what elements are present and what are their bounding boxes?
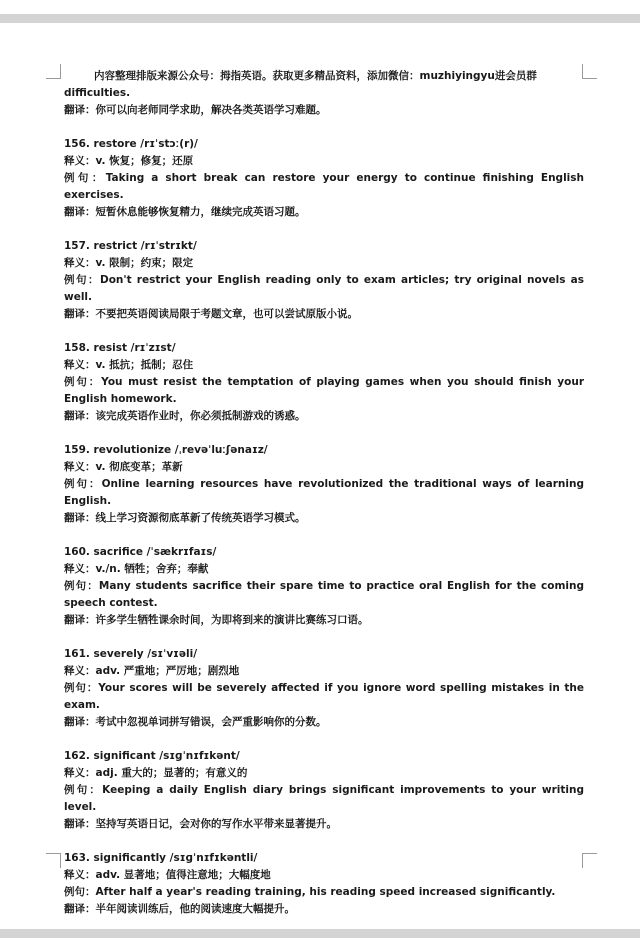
entry-heading: 159. revolutionize /ˌrevəˈluːʃənaɪz/ <box>64 444 268 456</box>
entry-example: 例句：Many students sacrifice their spare time to practice oral English for the coming speech contest. <box>64 580 584 609</box>
entry-translation: 翻译：该完成英语作业时，你必须抵制游戏的诱惑。 <box>64 410 306 422</box>
vocab-entry-162 <box>64 748 584 833</box>
entry-translation: 翻译：半年阅读训练后，他的阅读速度大幅提升。 <box>64 903 295 915</box>
crop-mark-bottom-right <box>582 853 597 868</box>
entry-heading: 163. significantly /sɪɡˈnɪfɪkəntli/ <box>64 852 258 864</box>
entry-heading: 158. resist /rɪˈzɪst/ <box>64 342 176 354</box>
entry-example: 例句：Taking a short break can restore your energy to continue finishing English exercises. <box>64 172 584 201</box>
entry-translation: 翻译：坚持写英语日记，会对你的写作水平带来显著提升。 <box>64 818 337 830</box>
entry-heading: 157. restrict /rɪˈstrɪkt/ <box>64 240 197 252</box>
entry-heading: 162. significant /sɪɡˈnɪfɪkənt/ <box>64 750 240 762</box>
bottom-scroll-band <box>0 929 640 938</box>
entry-meaning: 释义：v. 限制；约束；限定 <box>64 257 194 269</box>
vocab-entry-161 <box>64 646 584 731</box>
entry-meaning: 释义：adv. 显著地；值得注意地；大幅度地 <box>64 869 271 881</box>
crop-mark-bottom-left <box>46 853 61 868</box>
crop-mark-top-right <box>582 64 597 79</box>
entry-example: 例句：Online learning resources have revolutionized the traditional ways of learning English. <box>64 478 584 507</box>
intro-continuation: difficulties. <box>64 87 131 99</box>
entry-meaning: 释义：v. 抵抗；抵制；忍住 <box>64 359 194 371</box>
entry-translation: 翻译：考试中忽视单词拼写错误，会严重影响你的分数。 <box>64 716 327 728</box>
entry-heading: 160. sacrifice /ˈsækrɪfaɪs/ <box>64 546 217 558</box>
entry-translation: 翻译：许多学生牺牲课余时间，为即将到来的演讲比赛练习口语。 <box>64 614 369 626</box>
vocab-entry-156 <box>64 136 584 221</box>
entry-meaning: 释义：adj. 重大的；显著的；有意义的 <box>64 767 248 779</box>
entry-meaning: 释义：v. 彻底变革；革新 <box>64 461 183 473</box>
entry-heading: 161. severely /sɪˈvɪəli/ <box>64 648 198 660</box>
entry-meaning: 释义：v. 恢复；修复；还原 <box>64 155 194 167</box>
entry-meaning: 释义：v./n. 牺牲；舍弃；奉献 <box>64 563 209 575</box>
crop-mark-top-left <box>46 64 61 79</box>
entry-example: 例句：After half a year's reading training, his reading speed increased significantly. <box>64 886 556 898</box>
vocab-entry-160 <box>64 544 584 629</box>
entry-example: 例句：You must resist the temptation of playing games when you should finish your English homework. <box>64 376 584 405</box>
vocab-entry-159 <box>64 442 584 527</box>
entry-example: 例句：Your scores will be severely affected if you ignore word spelling mistakes in the exam. <box>64 682 584 711</box>
vocab-entry-158 <box>64 340 584 425</box>
entry-example: 例句：Don't restrict your English reading only to exam articles; try original novels as well. <box>64 274 584 303</box>
entry-example: 例句：Keeping a daily English diary brings significant improvements to your writing level. <box>64 784 584 813</box>
entry-heading: 156. restore /rɪˈstɔː(r)/ <box>64 138 198 150</box>
entry-meaning: 释义：adv. 严重地；严厉地；剧烈地 <box>64 665 240 677</box>
document-body <box>64 68 584 918</box>
entry-translation: 翻译：线上学习资源彻底革新了传统英语学习模式。 <box>64 512 306 524</box>
vocab-entry-163 <box>64 850 584 918</box>
vocab-entry-157 <box>64 238 584 323</box>
intro-translation: 翻译：你可以向老师同学求助，解决各类英语学习难题。 <box>64 104 327 116</box>
entry-translation: 翻译：不要把英语阅读局限于考题文章，也可以尝试原版小说。 <box>64 308 358 320</box>
intro-source-line: 内容整理排版来源公众号：拇指英语。获取更多精品资料，添加微信：muzhiyingyu进会员群 <box>94 70 537 82</box>
entry-translation: 翻译：短暂休息能够恢复精力，继续完成英语习题。 <box>64 206 306 218</box>
top-scroll-band <box>0 14 640 23</box>
